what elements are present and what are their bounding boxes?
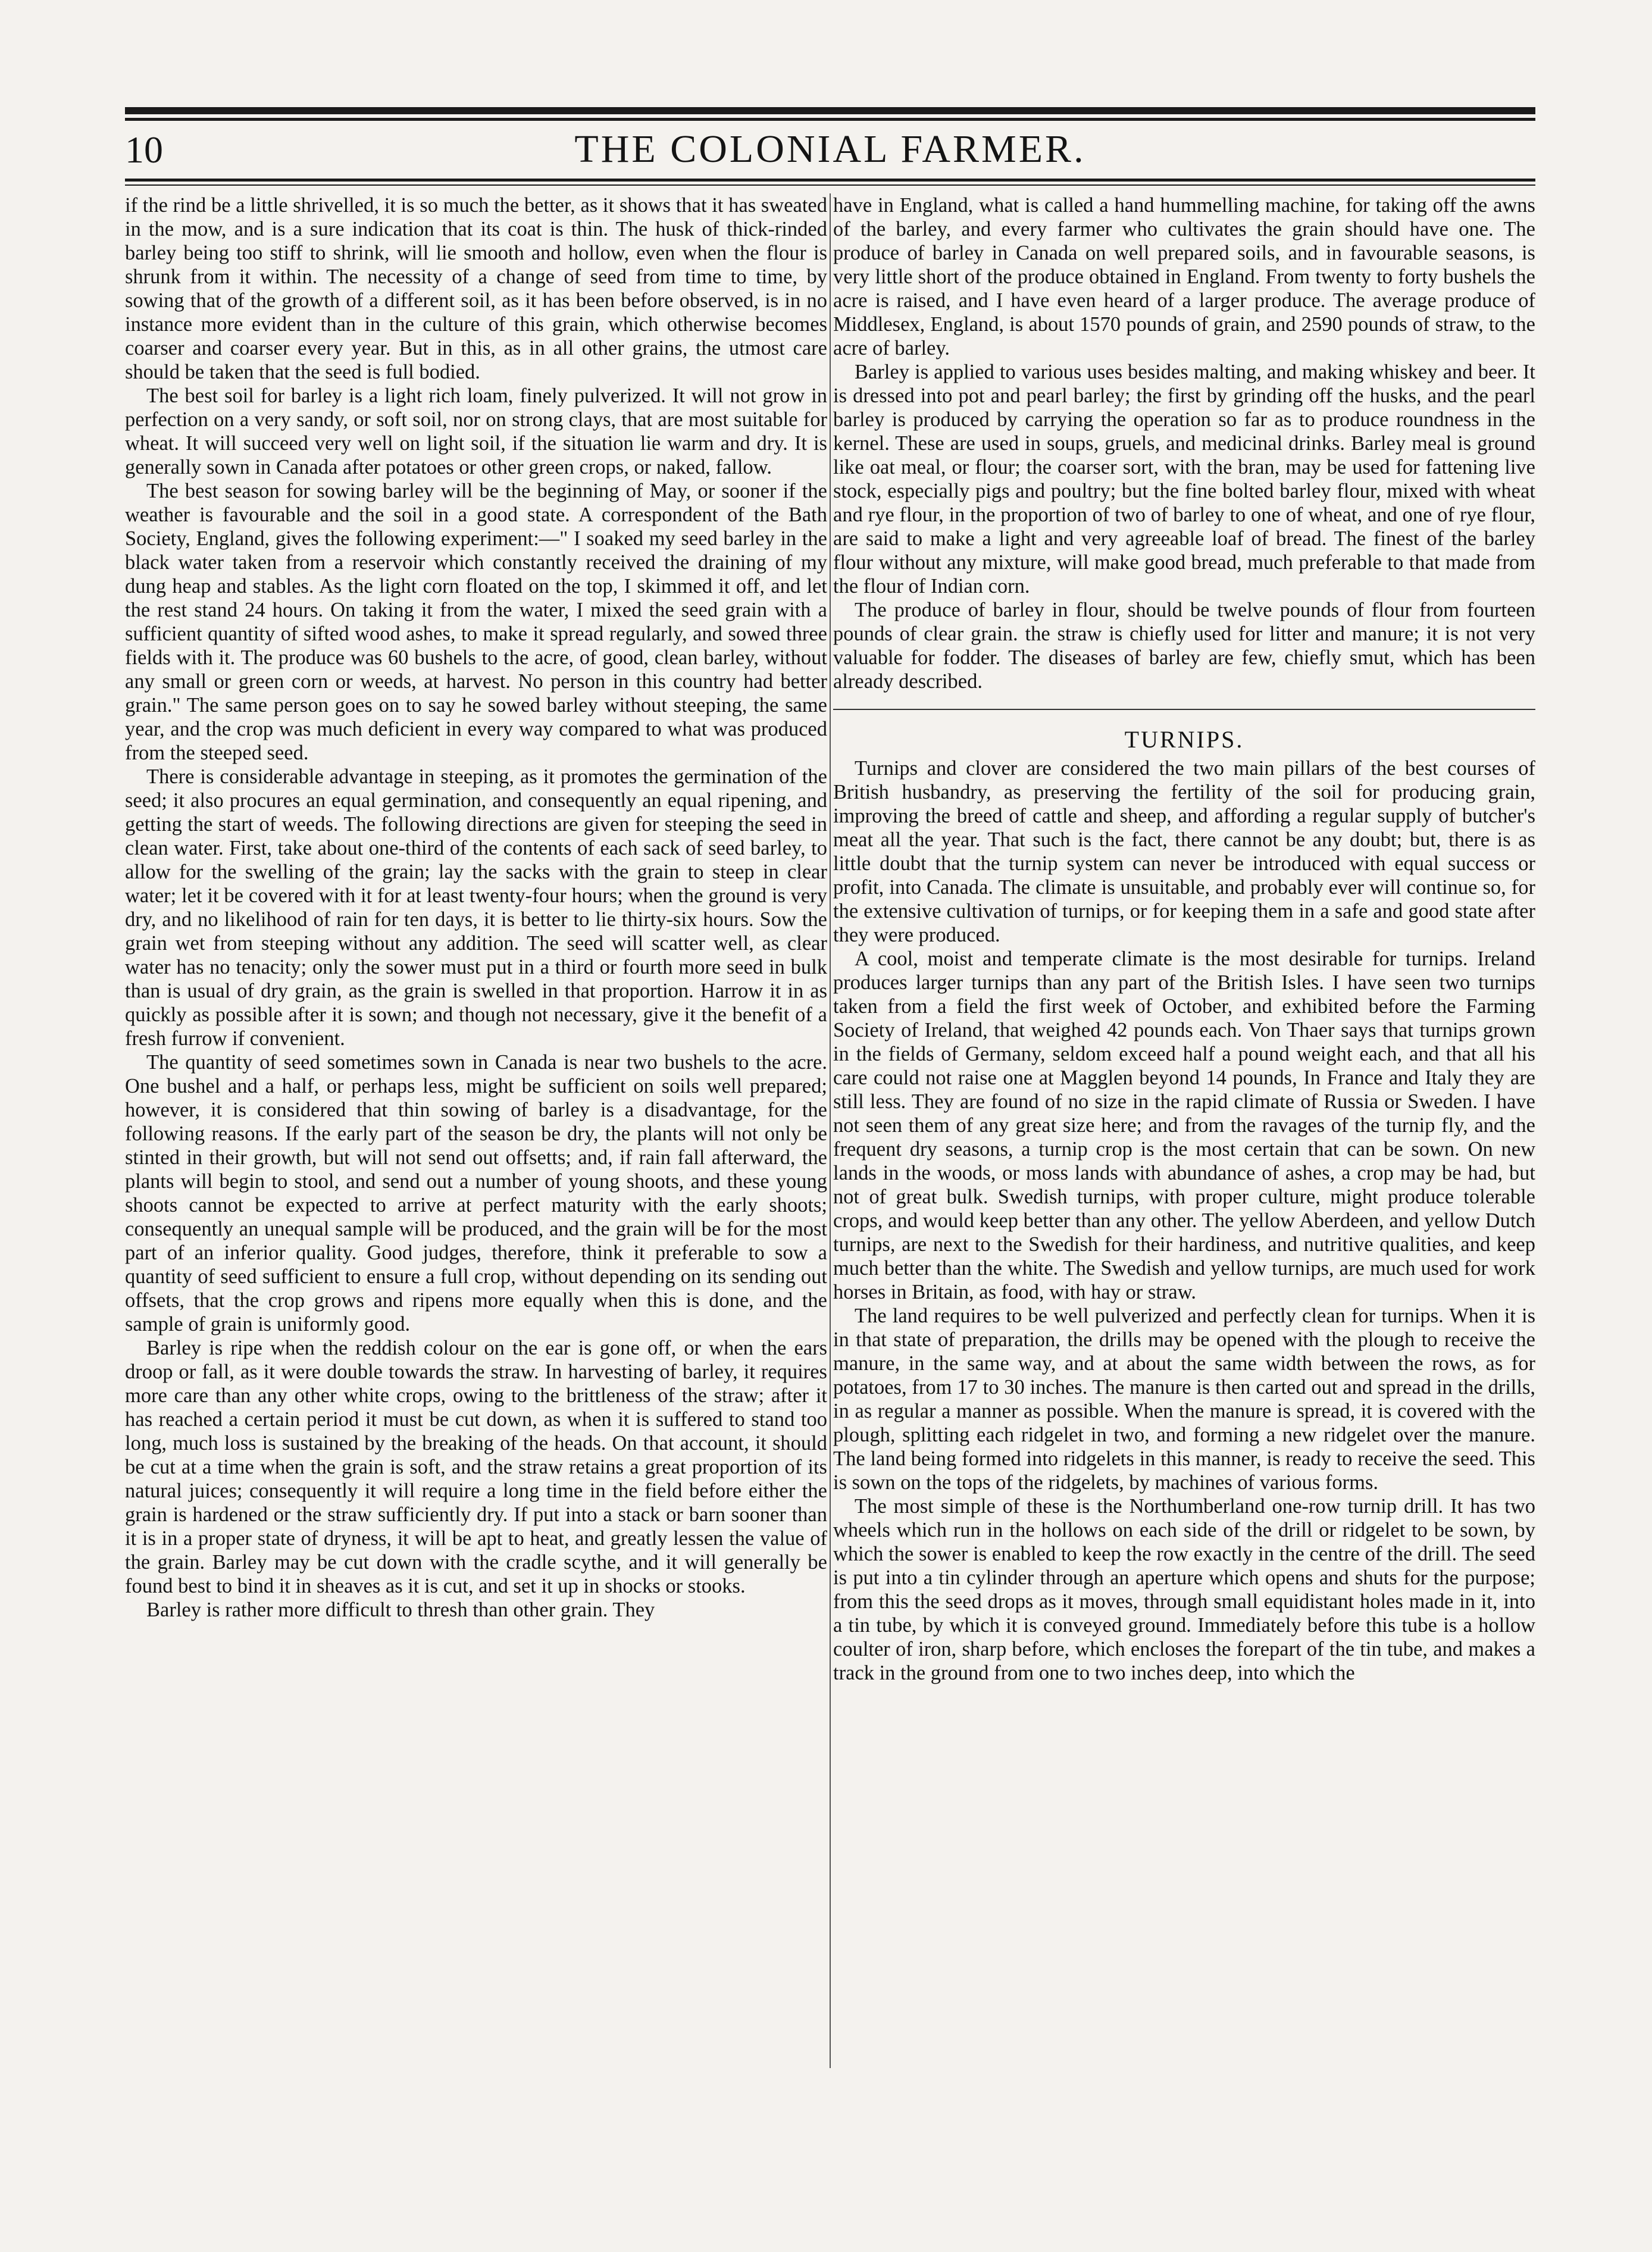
top-rule-thin <box>125 118 1535 121</box>
top-rule-thick <box>125 107 1535 114</box>
section-heading-turnips: TURNIPS. <box>1124 726 1244 753</box>
page-number: 10 <box>125 129 163 171</box>
paragraph: The best season for sowing barley will be the beginning of May, or sooner if the weather is favourable and the soil in a good state. A correspondent of the Bath Society, England, gives the following experiment:—" I soaked my seed barley in the black water taken from a reservoir which constantly received the draining of my dung heap and stables. As the light corn floated on the top, I skimmed it off, and let the rest stand 24 hours. On taking it from the water, I mixed the seed grain with a sufficient quantity of sifted wood ashes, to make it spread regularly, and sowed three fields with it. The produce was 60 bushels to the acre, of good, clean barley, without any small or green corn or weeds, at harvest. No person in this country had better grain." The same person goes on to say he sowed barley without steeping, the same year, and the crop was much deficient in every way compared to what was produced from the steeped seed. <box>125 480 827 764</box>
paragraph: Barley is rather more difficult to thresh than other grain. They <box>146 1599 655 1621</box>
paragraph: Barley is applied to various uses besides malting, and making whiskey and beer. It is dressed into pot and pearl barley; the first by grinding off the husks, and the pearl barley is produced by carrying the operation so far as to produce roundness in the kernel. These are used in soups, gruels, and medicinal drinks. Barley meal is ground like oat meal, or flour; the coarser sort, with the bran, may be used for fattening live stock, especially pigs and poultry; but the fine bolted barley flour, mixed with wheat and rye flour, in the proportion of two of barley to one of wheat, and one of rye flour, are said to make a light and very agreeable loaf of bread. The finest of the barley flour without any mixture, will make good bread, much preferable to that made from the flour of Indian corn. <box>833 361 1535 598</box>
paragraph: have in England, what is called a hand hummelling machine, for taking off the awns of the barley, and every farmer who cultivates the grain should have one. The produce of barley in Canada on well prepared soils, and in favourable seasons, is very little short of the produce obtained in England. From twenty to forty bushels the acre is raised, and I have even heard of a larger produce. The average produce of Middlesex, England, is about 1570 pounds of grain, and 2590 pounds of straw, to the acre of barley. <box>833 194 1535 359</box>
right-column <box>833 193 1535 2068</box>
page-header <box>125 122 1535 176</box>
paragraph: A cool, moist and temperate climate is the most desirable for turnips. Ireland produces larger turnips than any part of the British Isles. I have seen two turnips taken from a field the first week of October, and exhibited before the Farming Society of Ireland, that weighed 42 pounds each. Von Thaer says that turnips grown in the fields of Germany, seldom exceed half a pound weight each, and that all his care could not raise one at Magglen beyond 14 pounds, In France and Italy they are still less. They are found of no size in the rapid climate of Russia or Sweden. I have not seen them of any great size here; and from the ravages of the turnip fly, and the frequent dry seasons, a turnip crop is the most certain that can be sown. On new lands in the woods, or moss lands with abundance of ashes, a crop may be had, but not of great bulk. Swedish turnips, with proper culture, might produce tolerable crops, and would keep better than any other. The yellow Aberdeen, and yellow Dutch turnips, are next to the Swedish for their hardiness, and nutritive qualities, and keep much better than the white. The Swedish and yellow turnips, are much used for work horses in Britain, as food, with hay or straw. <box>833 947 1535 1303</box>
paragraph: There is considerable advantage in steeping, as it promotes the germination of the seed; it also procures an equal germination, and consequently an equal ripening, and getting the start of weeds. The following directions are given for steeping the seed in clean water. First, take about one-third of the contents of each sack of seed barley, to allow for the swelling of the grain; lay the sacks with the grain to steep in clear water; let it be covered with it for at least twenty-four hours; when the ground is very dry, and no likelihood of rain for ten days, it is better to lie thirty-six hours. Sow the grain wet from steeping without any addition. The seed will scatter well, as clear water has no tenacity; only the sower must put in a third or fourth more seed in bulk than is usual of dry grain, as the grain is swelled in that proportion. Harrow it in as quickly as possible after it is sown; and though not necessary, give it the benefit of a fresh furrow if convenient. <box>125 765 827 1050</box>
section-divider <box>833 709 1535 710</box>
journal-title: THE COLONIAL FARMER. <box>574 127 1086 171</box>
paragraph: if the rind be a little shrivelled, it is so much the better, as it shows that it has sweated in the mow, and is a sure indication that its coat is thin. The husk of thick-rinded barley being too stiff to shrink, will lie smooth and hollow, even when the flour is shrunk from it within. The necessity of a change of seed from time to time, by sowing that of the growth of a different soil, as it has been before observed, is in no instance more evident than in the culture of this grain, which otherwise becomes coarser and coarser every year. But in this, as in all other grains, the utmost care should be taken that the seed is full bodied. <box>125 194 827 383</box>
paragraph: Turnips and clover are considered the two main pillars of the best courses of British husbandry, as preserving the fertility of the soil for producing grain, improving the breed of cattle and sheep, and affording a regular supply of butcher's meat all the year. That such is the fact, there cannot be any doubt; but, there is as little doubt that the turnip system can never be introduced with equal success or profit, into Canada. The climate is unsuitable, and probably ever will continue so, for the extensive cultivation of turnips, or for keeping them in a safe and good state after they were produced. <box>833 757 1535 946</box>
paragraph: The best soil for barley is a light rich loam, finely pulverized. It will not grow in perfection on a very sandy, or soft soil, nor on strong clays, that are most suitable for wheat. It will succeed very well on light soil, if the situation lie warm and dry. It is generally sown in Canada after potatoes or other green crops, or naked, fallow. <box>125 384 827 478</box>
header-rule-thin <box>125 184 1535 186</box>
paragraph: The most simple of these is the Northumberland one-row turnip drill. It has two wheels which run in the hollows on each side of the drill or ridgelet to be sown, by which the sower is enabled to keep the row exactly in the centre of the drill. The seed is put into a tin cylinder through an aperture which opens and shuts for the purpose; from this the seed drops as it moves, through small equidistant holes made in it, into a tin tube, by which it is conveyed ground. Immediately before this tube is a hollow coulter of iron, sharp before, which encloses the forepart of the tin tube, and makes a track in the ground from one to two inches deep, into which the <box>833 1495 1535 1684</box>
paragraph: The quantity of seed sometimes sown in Canada is near two bushels to the acre. One bushel and a half, or perhaps less, might be sufficient on soils well prepared; however, it is considered that thin sowing of barley is a disadvantage, for the following reasons. If the early part of the season be dry, the plants will not only be stinted in their growth, but will not send out offsetts; and, if rain fall afterward, the plants will begin to stool, and send out a number of young shoots, and these young shoots cannot be expected to arrive at perfect maturity with the early shoots; consequently an unequal sample will be produced, and the grain will be for the most part of an inferior quality. Good judges, therefore, think it preferable to sow a quantity of seed sufficient to ensure a full crop, without depending on its sending out offsets, that the crop grows and ripens more equally when this is done, and the sample of grain is uniformly good. <box>125 1051 827 1335</box>
paragraph: The land requires to be well pulverized and perfectly clean for turnips. When it is in that state of preparation, the drills may be opened with the plough to receive the manure, in the same way, and at about the same width between the rows, as for potatoes, from 17 to 30 inches. The manure is then carted out and spread in the drills, in as regular a manner as possible. When the manure is spread, it is covered with the plough, splitting each ridgelet in two, and forming a new ridgelet over the manure. The land being formed into ridgelets in this manner, is ready to receive the seed. This is sown on the tops of the ridgelets, by machines of various forms. <box>833 1305 1535 1494</box>
left-column <box>125 193 827 2068</box>
header-rule-thick <box>125 179 1535 182</box>
column-divider <box>830 193 831 2068</box>
paragraph: Barley is ripe when the reddish colour on the ear is gone off, or when the ears droop or fall, as it were double towards the straw. In harvesting of barley, it requires more care than any other white crops, owing to the brittleness of the straw; after it has reached a certain period it must be cut down, as when it is suffered to stand too long, much loss is sustained by the breaking of the heads. On that account, it should be cut at a time when the grain is soft, and the straw retains a great proportion of its natural juices; consequently it will require a long time in the field before either the grain is hardened or the straw sufficiently dry. If put into a stack or barn sooner than it is in a proper state of dryness, it will be apt to heat, and greatly lessen the value of the grain. Barley may be cut down with the cradle scythe, and it will generally be found best to bind it in sheaves as it is cut, and set it up in shocks or stooks. <box>125 1337 827 1597</box>
paragraph: The produce of barley in flour, should be twelve pounds of flour from fourteen pounds of clear grain. the straw is chiefly used for litter and manure; it is not very valuable for fodder. The diseases of barley are few, chiefly smut, which has been already described. <box>833 599 1535 693</box>
